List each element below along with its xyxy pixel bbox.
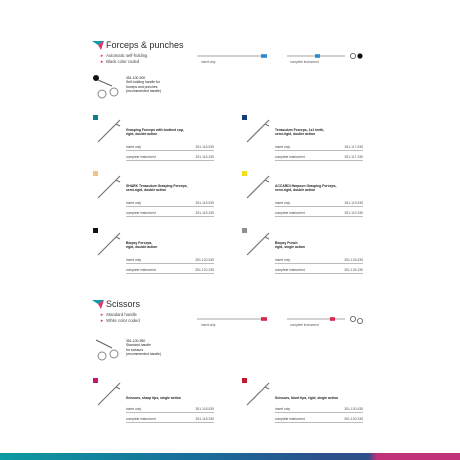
insert-row: insert only 351-119-535 — [275, 201, 363, 205]
insert-row: insert only 351-116-535 — [126, 145, 214, 149]
bullet-arrow-icon: ► — [100, 312, 105, 317]
bullet-item: ► Automatic self-holding — [100, 53, 148, 58]
diagram-label-insert: insert only — [201, 60, 216, 64]
insert-row: insert only 351-120-535 — [126, 258, 214, 262]
complete-row: complete instrument 351-100-335 — [275, 417, 363, 421]
scissors-section-title: Scissors — [106, 299, 141, 309]
bullet-item: ► Black color coded — [100, 58, 140, 64]
complete-row: complete instrument 351-120-335 — [126, 268, 214, 272]
insert-row: insert only 351-118-535 — [126, 407, 214, 411]
product-rows — [275, 201, 363, 217]
insert-row: insert only 351-115-535 — [126, 201, 214, 205]
product-rows — [275, 407, 363, 423]
product-description: Scissors, sharp tips, single action — [126, 396, 181, 400]
handle-desc-line: (recommended handle) — [126, 89, 162, 94]
handle-code: 351-100-550 — [126, 339, 146, 343]
handle-desc-line: Standard handle — [126, 343, 151, 348]
product-rows — [275, 258, 363, 274]
handle-code: 351-100-500 — [126, 76, 146, 80]
biopsy-forceps-image — [96, 231, 122, 257]
tenaculum-forceps-image — [245, 118, 271, 144]
product-description: ACCARDI Harpoon Grasping Forceps, semi-rigid, double action — [275, 184, 337, 193]
product-rows — [126, 145, 214, 161]
product-rows — [126, 407, 214, 423]
product-description: Tenaculum Forceps, 1x1 teeth, semi-rigid, double action — [275, 128, 325, 137]
product-rows — [126, 201, 214, 217]
biopsy-punch-image — [245, 231, 271, 257]
forceps-instrument-diagram — [195, 50, 375, 64]
bullet-item: ► Standard handle — [100, 312, 137, 317]
handle-desc-line: for scissors — [126, 347, 144, 352]
bullet-item: ► White color coded — [100, 317, 140, 323]
grasping-forceps-image — [96, 118, 122, 144]
standard-handle-image — [92, 336, 122, 364]
product-description: Biopsy Forceps, rigid, double action — [126, 241, 158, 250]
complete-row: complete instrument 351-115-335 — [126, 211, 214, 215]
bullet-arrow-icon: ► — [100, 58, 105, 64]
handle-info — [126, 339, 161, 357]
complete-row: complete instrument 351-126-335 — [275, 268, 363, 272]
handle-info — [126, 76, 161, 94]
shark-tenaculum-forceps-image — [96, 174, 122, 200]
scissors-bullet-list — [100, 312, 140, 323]
diagram-label-complete: complete instrument — [290, 60, 319, 64]
complete-row: complete instrument 351-116-335 — [126, 155, 214, 159]
handle-desc-line: Self-holding handle for — [126, 80, 160, 85]
insert-row: insert only 351-100-535 — [275, 407, 363, 411]
scissors-instrument-diagram — [195, 313, 375, 327]
complete-row: complete instrument 351-119-335 — [275, 211, 363, 215]
diagram-label-insert: insert only — [201, 323, 216, 327]
accardi-harpoon-forceps-image — [245, 174, 271, 200]
forceps-bullet-list — [100, 53, 147, 64]
insert-row: insert only 351-117-535 — [275, 145, 363, 149]
section-logo-icon — [92, 300, 104, 309]
section-logo-icon — [92, 41, 104, 50]
product-description: Biopsy Punch rigid, single action — [275, 241, 305, 250]
complete-row: complete instrument 351-117-335 — [275, 155, 363, 159]
product-description: Grasping Forceps with toothed cup, rigid, double action — [126, 128, 185, 137]
insert-row: insert only 351-126-535 — [275, 258, 363, 262]
bullet-arrow-icon: ► — [100, 317, 105, 323]
forceps-section-title: Forceps & punches — [106, 40, 184, 50]
blunt-scissors-image — [245, 381, 271, 407]
complete-row: complete instrument 351-118-335 — [126, 417, 214, 421]
footer-accent-bar — [380, 453, 460, 460]
product-description: Scissors, blunt tips, rigid, single action — [275, 396, 339, 400]
product-rows — [126, 258, 214, 274]
handle-desc-line: (recommended handle) — [126, 352, 162, 357]
diagram-label-complete: complete instrument — [290, 323, 319, 327]
handle-desc-line: forceps and punches — [126, 84, 158, 89]
sharp-scissors-image — [96, 381, 122, 407]
product-rows — [275, 145, 363, 161]
self-holding-handle-image — [92, 74, 122, 102]
product-description: SHARK Tenaculum Grasping Forceps, semi-rigid, double action — [126, 184, 188, 193]
bullet-arrow-icon: ► — [100, 53, 105, 58]
